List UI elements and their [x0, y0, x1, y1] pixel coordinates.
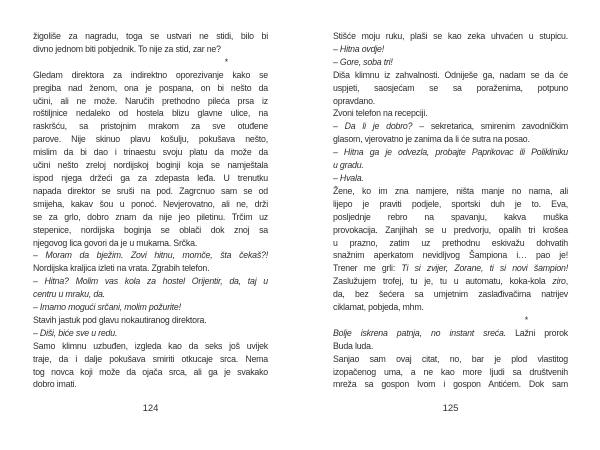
text-segment: Zaslužujem trofej, tu je, tu u automatu, koka-kola	[333, 276, 553, 287]
text-segment: njegovog lica govori da je u mukama. Srčka.	[33, 237, 198, 248]
text-segment: ispod njega držeći ga za zdepasta leđa. U trenutku	[33, 172, 268, 183]
text-segment: lijepo je praviti podjele, sportski duh je to. Eva,	[333, 198, 568, 209]
left-page-text	[33, 30, 268, 391]
text-segment: smijeha, kakav šou u ponoć. Nevjerovatno, ali ne, drži	[33, 198, 268, 209]
text-line	[333, 107, 568, 120]
section-separator: *	[224, 56, 228, 67]
left-page-number: 124	[142, 403, 159, 414]
text-line	[33, 262, 268, 275]
text-segment: provokacija. Zanjihah se u predvorju, opalih tri krošea	[333, 224, 568, 235]
italic-text-segment: – Hitna ovdje!	[333, 43, 384, 54]
text-segment: mreža sa gospon Ivom i gospon Antićem. Dok sam	[333, 379, 568, 390]
text-segment: ciklamat, pobjeda, mhm.	[333, 302, 424, 313]
italic-text-segment: – Hvala.	[333, 172, 364, 183]
text-segment: se za grlo, dobro znam da nije jeo piletinu. Trčim uz	[33, 211, 268, 222]
text-segment: roštiljnice nedaleko od hostela blizu glavne ulice, na	[33, 108, 268, 119]
text-line	[33, 366, 268, 379]
italic-text-segment: Bolje iskrena patnja, no instant sreća.	[333, 327, 506, 338]
text-line	[333, 69, 568, 82]
text-segment: posljednje rebro na spavanju, kakva muška	[333, 211, 568, 222]
text-line	[333, 120, 568, 133]
text-line	[333, 237, 568, 250]
text-line	[33, 107, 268, 120]
italic-text-segment: – Da li je dobro?	[333, 121, 413, 132]
text-segment: Trener me grli:	[333, 263, 402, 274]
text-line	[33, 69, 268, 82]
text-line	[33, 198, 268, 211]
text-line	[33, 172, 268, 185]
right-page-text	[333, 30, 568, 391]
text-line	[333, 95, 568, 108]
text-segment: Samo klimnu uzbuđen, izgleda kao da seks još uvijek	[33, 340, 268, 351]
text-line	[333, 185, 568, 198]
text-segment: Sanjao sam ovaj citat, no, bar je plod vlastitog	[333, 353, 568, 364]
italic-text-segment: ziro	[552, 276, 566, 287]
text-line	[33, 237, 268, 250]
text-line	[33, 288, 268, 301]
text-line	[33, 146, 268, 159]
text-segment: učini nešto zreloj nordijskoj boginji koja se namještala	[33, 160, 268, 171]
italic-text-segment: – Moram da bježim. Zovi hitnu, momče, šta čekaš?!	[33, 250, 268, 261]
text-segment: Buda luda.	[333, 340, 374, 351]
text-line	[333, 340, 568, 353]
text-line	[33, 82, 268, 95]
text-segment: Stišće moju ruku, plaši se kao zeka uhvaćen u stupicu.	[333, 31, 568, 41]
text-line	[333, 56, 568, 69]
text-line	[333, 366, 568, 379]
text-line	[333, 378, 568, 391]
text-line	[33, 340, 268, 353]
text-segment: pregiba nad ženom, ona je pospana, on bi nešto da	[33, 82, 268, 93]
text-segment: divno jednom biti pobjednik. To nije za stid, zar ne?	[33, 43, 221, 54]
text-segment: ,	[565, 276, 568, 287]
text-segment: raskršću, sa pristojnim mrakom za sve otuđene	[33, 121, 268, 132]
text-line	[33, 224, 268, 237]
text-segment: snažnim aperkatom nevidljvog Šampiona i… pao je!	[333, 250, 568, 261]
text-line	[333, 146, 568, 159]
text-line	[333, 301, 568, 314]
text-segment: žigoliše za nagradu, toga se ustvari ne stidi, bilo bi	[33, 31, 268, 41]
text-segment: opravdano.	[333, 95, 376, 106]
text-line	[33, 133, 268, 146]
text-segment: Žene, ko im zna namjere, ništa manje no nama, ali	[333, 185, 568, 196]
text-segment: Gledam direktora za indirektno oporezivanje kako se	[33, 69, 268, 80]
text-segment: traje, da i dalje pokušava smiriti otkucaje srca. Nema	[33, 353, 268, 364]
text-segment: – sekretarica, smirenim zavodničkim	[412, 121, 568, 132]
text-segment: stepenice, nordijska boginja se oblači dok znoj sa	[33, 224, 268, 235]
text-line	[33, 185, 268, 198]
text-line	[33, 30, 268, 43]
text-line	[333, 198, 568, 211]
text-segment: Diša klimnu iz zahvalnosti. Odniješe ga, nadam se da će	[333, 69, 568, 80]
text-segment: napada direktor se sruši na pod. Zagrcnuo sam se od	[33, 185, 268, 196]
text-line	[333, 327, 568, 340]
text-line	[33, 120, 268, 133]
text-line	[333, 249, 568, 262]
italic-text-segment: – Imamo mogući srčani, molim požurite!	[33, 302, 181, 313]
text-line	[33, 159, 268, 172]
text-line	[333, 172, 568, 185]
text-segment: u prazno, zatim uz prethodnu eskivažu dohvatih	[333, 237, 568, 248]
text-line	[33, 378, 268, 391]
italic-text-segment: centru u mraku, da.	[33, 289, 105, 300]
text-line	[333, 82, 568, 95]
italic-text-segment: – Gore, soba tri!	[333, 56, 393, 67]
text-line	[33, 314, 268, 327]
text-segment: uspjeti, saosjećam se sa poraženima, potpuno	[333, 82, 568, 93]
text-line	[333, 159, 568, 172]
text-segment: dobro imati.	[33, 379, 77, 390]
text-line	[333, 43, 568, 56]
section-separator: *	[524, 314, 528, 325]
text-line	[33, 249, 268, 262]
text-segment: tog novca koji može da ojača srca, ali ga je svakako	[33, 366, 268, 377]
text-line	[333, 288, 568, 301]
text-line	[33, 327, 268, 340]
italic-text-segment: Ti si zvijer, Zorane, ti si novi šampion!	[401, 263, 568, 274]
text-line	[33, 211, 268, 224]
text-segment: parove. Nije skinuo plavu košulju, pokušava nešto,	[33, 134, 268, 145]
italic-text-segment: – Diši, biće sve u redu.	[33, 327, 118, 338]
text-segment: Stavih jastuk pod glavu nokautiranog direktora.	[33, 314, 207, 325]
italic-text-segment: – Hitna ga je odvezla, probajte Paprikovac ili Polikliniku	[333, 147, 568, 158]
text-line	[333, 133, 568, 146]
text-line	[33, 95, 268, 108]
italic-text-segment: – Hitna? Molim vas kola za hostel Orijentir, da, taj u	[33, 276, 268, 287]
text-segment: učini, ali ne može. Naručih prethodno pileća prsa iz	[33, 95, 268, 106]
text-line	[33, 301, 268, 314]
right-page-number: 125	[442, 403, 459, 414]
text-segment: da, bez šećera sa umjetnim zaslađivačima natrijev	[333, 289, 568, 300]
text-segment: Nordijska kraljica izleti na vrata. Zgrabih telefon.	[33, 263, 210, 274]
text-segment: Zvoni telefon na recepciji.	[333, 108, 428, 119]
text-line	[333, 275, 568, 288]
text-line	[33, 43, 268, 56]
italic-text-segment: u gradu.	[333, 160, 364, 171]
text-line	[333, 211, 568, 224]
text-line	[33, 275, 268, 288]
text-segment: mislim da bi dao i trinaestu svoju platu da može da	[33, 147, 268, 158]
text-line	[333, 224, 568, 237]
text-segment: Lažni prorok	[505, 327, 568, 338]
text-line	[333, 30, 568, 43]
text-segment: glasom, vjerovatno je zanima da li će sutra na posao.	[333, 134, 530, 145]
text-line	[333, 353, 568, 366]
text-line	[333, 262, 568, 275]
text-segment: izopačenog uma, a ne kao more ljudi sa društvenih	[333, 366, 568, 377]
text-line	[33, 353, 268, 366]
